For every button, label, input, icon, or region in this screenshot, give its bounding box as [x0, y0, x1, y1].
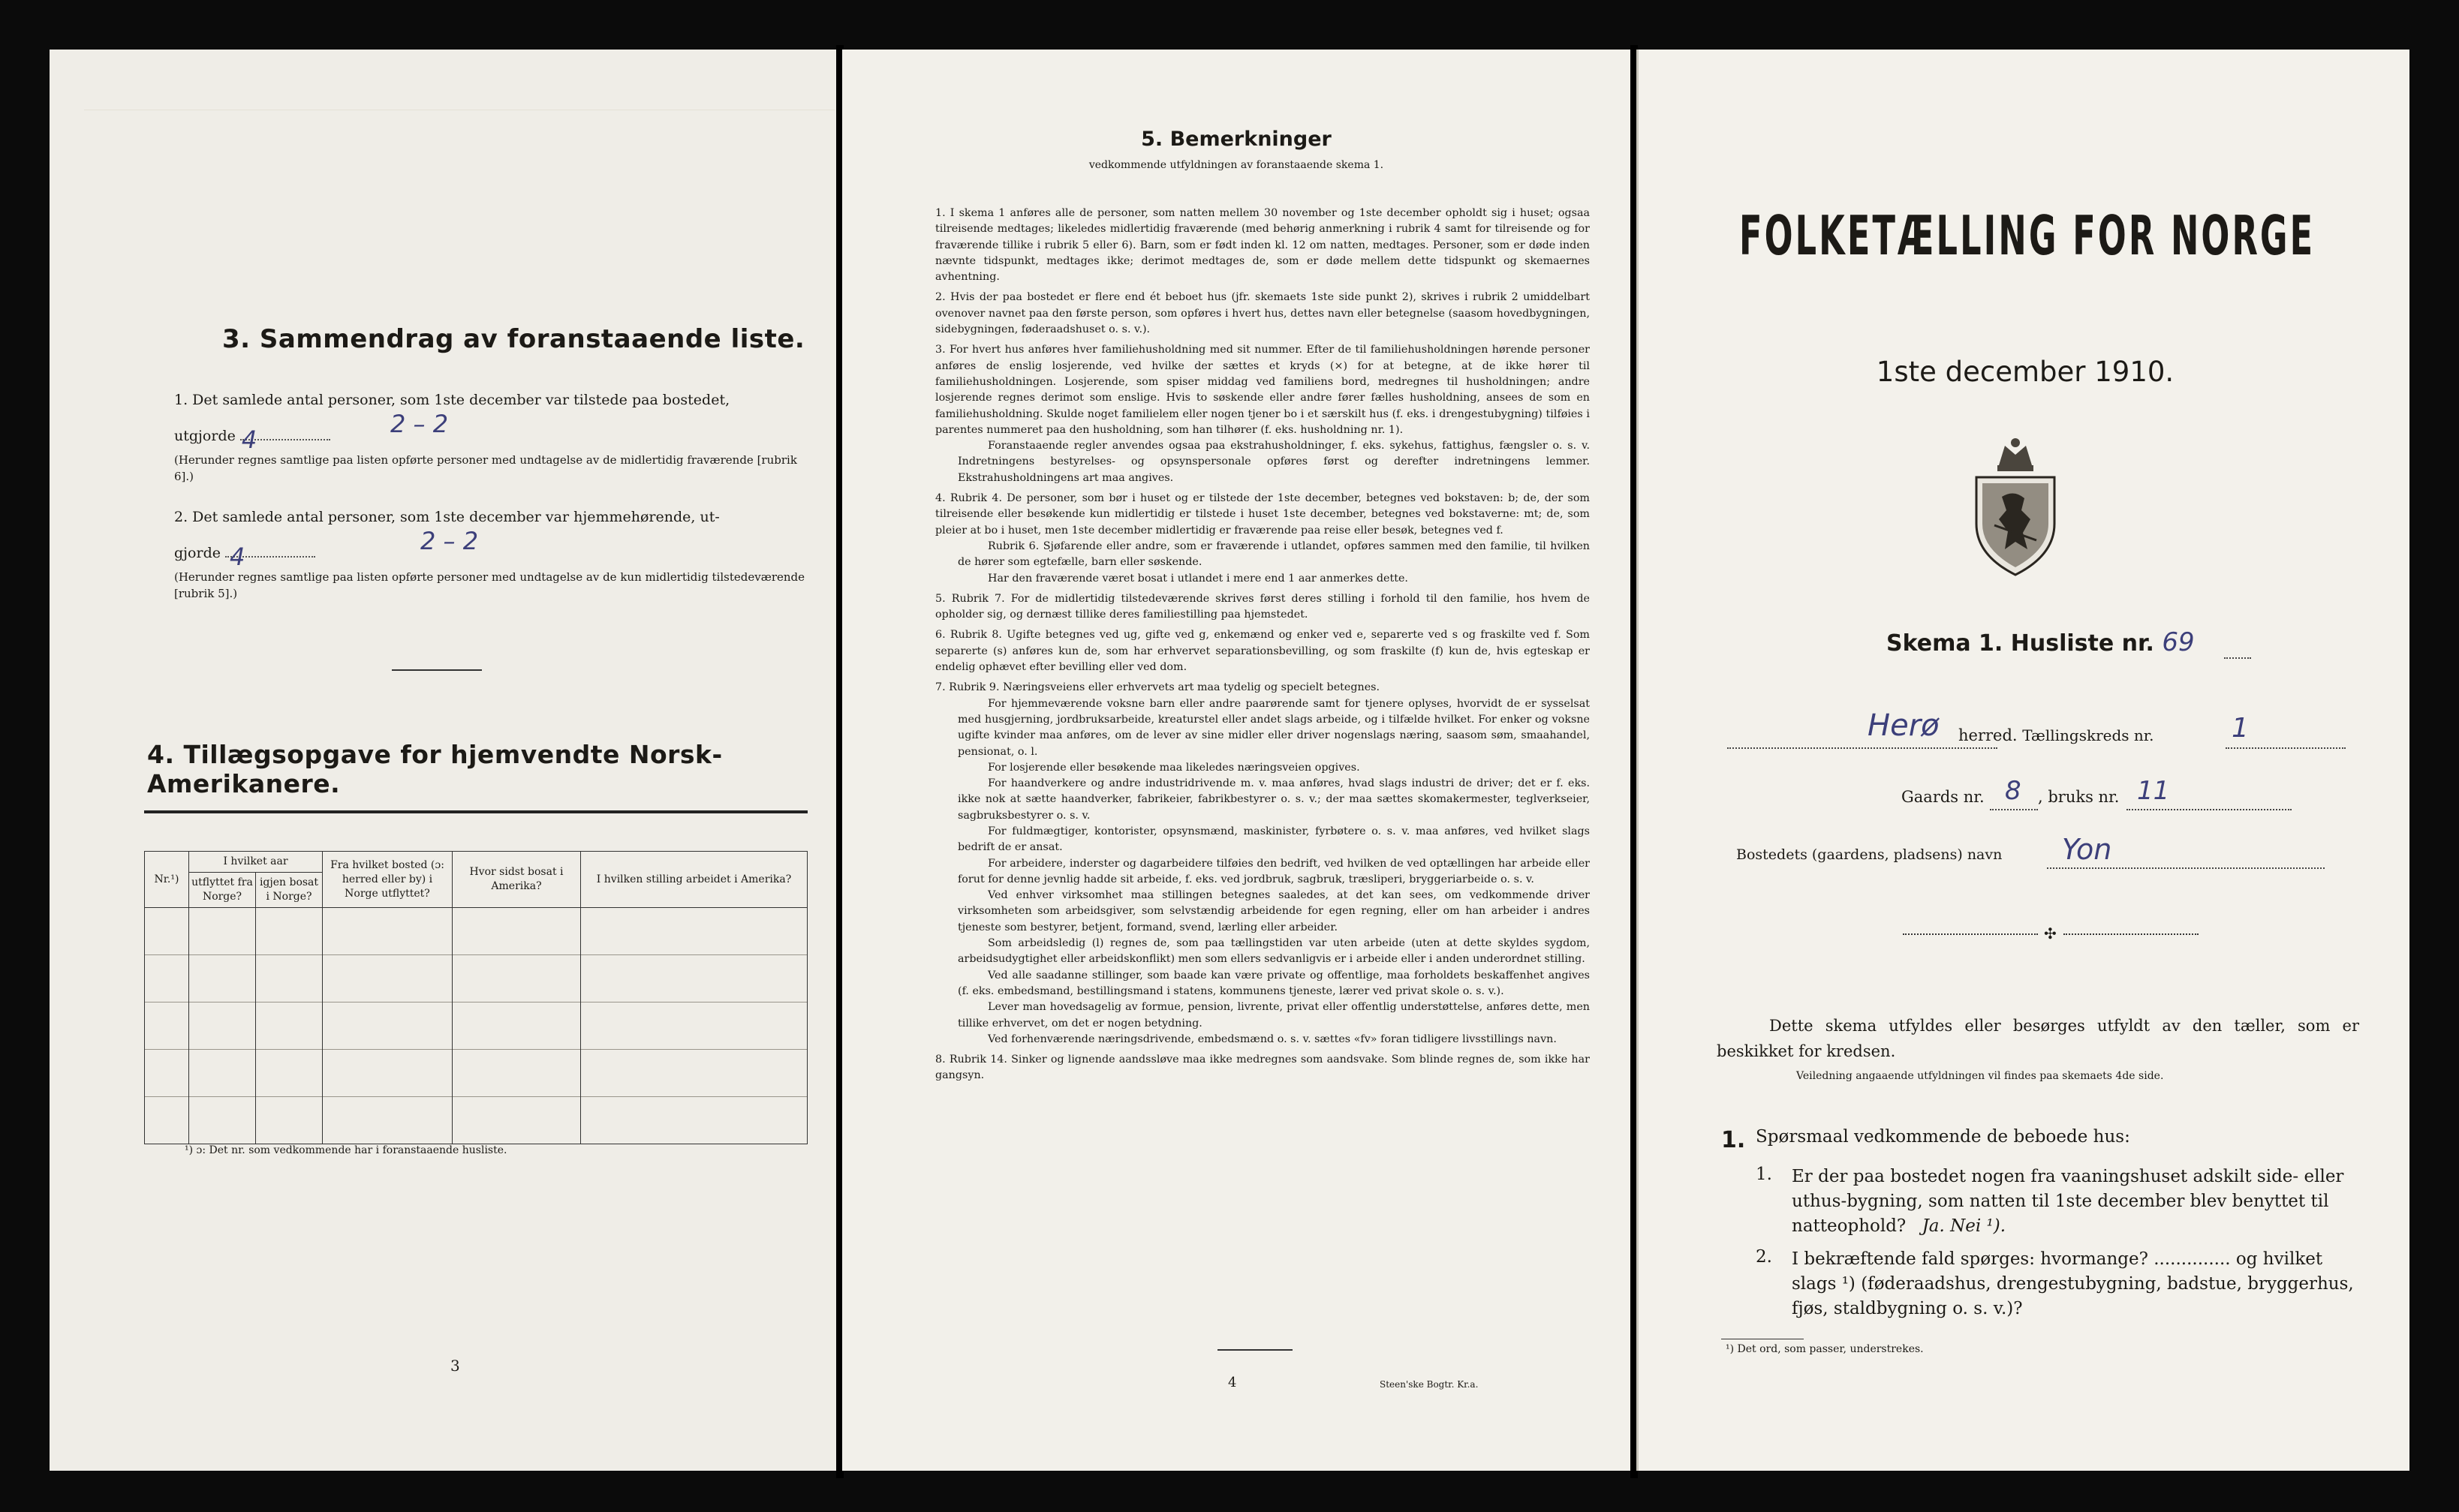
show-through [84, 110, 835, 121]
remark-paragraph: Ved forhenværende næringsdrivende, embedsmænd o. s. v. sættes «fv» foran tidligere livsstillings navn. [988, 1033, 1557, 1045]
remark-paragraph: For hjemmeværende voksne barn eller andre paarørende samt for tjenere oplyses, hvorvidt de er sysselsat med husgjerning, jordbruksarbeide, kreaturstel eller andet slags arbeide, og i tilfælde hvilket. For enker og voksne ugifte kvinder maa anføres, om de lever av sine midler eller driver nogenslags næring, saasom søm, smaahandel, pensionat, o. l. [958, 697, 1590, 758]
table-row [145, 1097, 808, 1144]
item-1-text: 1. Det samlede antal personer, som 1ste december var tilstede paa bostedet, [174, 392, 730, 408]
page-number: 3 [450, 1357, 460, 1375]
bruks-label: , bruks nr. [2038, 788, 2120, 806]
coat-of-arms-icon [1969, 435, 2062, 578]
herred-value: Herø [1868, 708, 1940, 743]
remark-paragraph: For fuldmægtiger, kontorister, opsynsmænd, maskinister, fyrbøtere o. s. v. maa anføres, ved hvilket slags bedrift de er ansat. [958, 825, 1590, 854]
col-sidst: Hvor sidst bosat i Amerika? [453, 852, 581, 908]
herred-label: herred. [1958, 726, 2018, 744]
table-row [145, 955, 808, 1002]
item-1-note: (Herunder regnes samtlige paa listen opførte personer med undtagelse av de midlertidig fraværende [rubrik 6].) [174, 453, 797, 483]
remark-paragraph: 3. For hvert hus anføres hver familiehusholdning med sit nummer. Efter de til familiehusholdningen hørende personer anføres de enslig losjerende, ved hvilke der sættes et kryds (×) for at betegne, at de ikke hører til familiehusholdningen. Losjerende, som spiser middag ved familiens bord, medregnes til husholdningen; andre losjerende regnes derimot som enslige. Hvis to søskende eller andre fører fælles husholdning, ansees de som en familiehusholdning. Skulde noget familielem eller nogen tjener bo i et særskilt hus (f. eks. i drengestubygning) tilføies i parentes nummeret paa den husholdning, som han tilhører (f. eks. husholdning nr. 1). [935, 344, 1590, 436]
gaards-label: Gaards nr. [1901, 788, 1985, 806]
question-section-title: Spørsmaal vedkommende de beboede hus: [1756, 1127, 2130, 1147]
bosted-field[interactable] [2047, 867, 2325, 869]
kreds-field[interactable] [2226, 747, 2346, 749]
page-3 [50, 50, 836, 1471]
page-4 [842, 50, 1630, 1471]
remarks-subtitle: vedkommende utfyldningen av foranstaaende skema 1. [1088, 159, 1384, 171]
remark-paragraph: For arbeidere, inderster og dagarbeidere tilføies den bedrift, ved hvilken de ved optællingen har arbeide eller forut for denne jevnlig hadde sit arbeide, f. eks. ved jordbruk, sagbruk, træsliperi, bryggeriarbeide o. s. v. [958, 857, 1590, 885]
remarks-title: 5. Bemerkninger [1141, 128, 1332, 151]
skema-husliste [1886, 627, 2195, 657]
col-nr: Nr.¹) [145, 852, 189, 908]
remarks-list [935, 201, 1590, 1084]
col-bosted: Fra hvilket bosted (ɔ: herred eller by) i Norge utflyttet? [323, 852, 453, 908]
item-2-note: (Herunder regnes samtlige paa listen opførte personer med undtagelse av de kun midlertidig tilstedeværende [rubrik 5].) [174, 570, 805, 600]
bosted-value: Yon [2062, 833, 2112, 866]
item-2-value: 4 [230, 543, 245, 571]
remark-paragraph: Som arbeidsledig (l) regnes de, som paa tællingstiden var uten arbeide (uten at dette skyldes sygdom, arbeidsudygtighet eller arbeidskonflikt) men som ellers sedvanligvis er i arbeide eller i anden underordnet stilling. [958, 937, 1590, 966]
table-row [145, 1002, 808, 1050]
gaards-nr: 8 [2005, 776, 2021, 806]
skema-label: Skema 1. Husliste nr. [1886, 630, 2154, 657]
remark-paragraph: Foranstaaende regler anvendes ogsaa paa ekstrahusholdninger, f. eks. sykehus, fattighus, fængsler o. s. v. Indretningens bestyrelses- og opsynspersonale opføres først og derefter indretningens lemmer. Ekstrahusholdningens art maa angives. [958, 440, 1590, 484]
remark-paragraph: Lever man hovedsagelig av formue, pension, livrente, privat eller offentlig understøttelse, anføres dette, men tillike erhvervet, om det er nogen betydning. [958, 1001, 1590, 1030]
bosted-label: Bostedets (gaardens, pladsens) navn [1736, 846, 2003, 863]
kreds-nr: 1 [2232, 713, 2249, 744]
divider [392, 669, 482, 671]
table-row [145, 1050, 808, 1097]
remark-paragraph: 4. Rubrik 4. De personer, som bør i huset og er tilstede der 1ste december, betegnes ved bokstaven: b; de, der som tilreisende eller besøkende kun midlertidig er tilstede i huset 1ste december, betegnes ved bokstaverne: mt; de, som pleier at bo i huset, men 1ste december midlertidig er fraværende paa reise eller besøk, betegnes ved f. [935, 492, 1590, 537]
bruks-field[interactable] [2126, 809, 2292, 810]
question-2-number: 2. [1756, 1247, 1772, 1267]
section-3-title: 3. Sammendrag av foranstaaende liste. [222, 324, 805, 354]
section-4-title: 4. Tillægsopgave for hjemvendte Norsk-Amerikanere. [147, 740, 723, 798]
question-2-text: I bekræftende fald spørges: hvormange? .............. og hvilket slags ¹) (føderaadshus, drengestubygning, badstue, bryggerhus, fjøs, staldbygning o. s. v.)? [1792, 1249, 2354, 1318]
intro-text: Dette skema utfyldes eller besørges utfyldt av den tæller, som er beskikket for kredsen. [1717, 1017, 2359, 1060]
husliste-nr[interactable]: 69 [2162, 627, 2195, 657]
utgjorde-label: utgjorde [174, 428, 236, 444]
item-1-value-field[interactable] [240, 425, 330, 454]
item-2-extra: 2 – 2 [420, 527, 479, 555]
herred-field[interactable] [1727, 747, 1997, 749]
census-date: 1ste december 1910. [1876, 356, 2175, 388]
gaards-field[interactable] [1990, 809, 2038, 810]
item-1-value: 4 [241, 425, 257, 454]
bruks-nr: 11 [2137, 776, 2170, 806]
page-1 [1636, 50, 2409, 1471]
remark-paragraph: 7. Rubrik 9. Næringsveiens eller erhvervets art maa tydelig og specielt betegnes. [935, 681, 1380, 694]
herred-line [1958, 726, 2154, 744]
remark-paragraph: For haandverkere og andre industridrivende m. v. maa anføres, hvad slags industri de driver; det er f. eks. ikke nok at sætte haandverker, fabrikeier, fabrikbestyrer o. s. v.; der maa sættes skomakermester, teglverkseier, sagbruksbestyrer o. s. v. [958, 777, 1590, 822]
veiledning-text: Veiledning angaaende utfyldningen vil findes paa skemaets 4de side. [1796, 1070, 2164, 1082]
question-1-answer[interactable]: Ja. Nei ¹). [1922, 1216, 2006, 1236]
remark-paragraph: 1. I skema 1 anføres alle de personer, som natten mellem 30 november og 1ste december opholdt sig i huset; ogsaa tilreisende medtages; likeledes midlertidig fraværende (med behørig anmerkning i rubrik 4 samt for tilreisende og for fraværende tillike i rubrik 5 eller 6). Barn, som er født inden kl. 12 om natten, medtages. Personer, som er døde inden nævnte tidspunkt, medtages ikke; derimot medtages de, som er døde mellem dette tidspunkt og skemaernes avhentning. [935, 207, 1590, 284]
remark-paragraph: Ved enhver virksomhet maa stillingen betegnes saaledes, at det kan sees, om vedkommende driver virksomheten som arbeidsgiver, som selvstændig arbeidende for egen regning, eller om han arbeider i andres tjeneste som bestyrer, betjent, formand, svend, lærling eller arbeider. [958, 889, 1590, 933]
remark-paragraph: 8. Rubrik 14. Sinker og lignende aandssløve maa ikke medregnes som aandsvake. Som blinde regnes de, som ikke har gangsyn. [935, 1054, 1590, 1082]
question-1 [1792, 1165, 2362, 1239]
item-2-utgjorde [174, 540, 315, 571]
item-2-text: 2. Det samlede antal personer, som 1ste december var hjemmehørende, ut- [174, 509, 720, 525]
census-title: FOLKETÆLLING FOR NORGE [1739, 204, 2316, 267]
item-2-value-field[interactable] [225, 543, 315, 571]
remark-paragraph: For losjerende eller besøkende maa likeledes næringsveien opgives. [988, 761, 1360, 774]
question-section-number: 1. [1721, 1127, 1746, 1153]
col-utflyttet: utflyttet fra Norge? [189, 873, 256, 908]
col-stilling: I hvilken stilling arbeidet i Amerika? [581, 852, 808, 908]
table-footnote: ¹) ɔ: Det nr. som vedkommende har i foranstaaende husliste. [185, 1144, 507, 1156]
divider [1217, 1349, 1293, 1351]
kreds-label: Tællingskreds nr. [2022, 726, 2154, 744]
col-hvilket-aar: I hvilket aar [189, 852, 323, 873]
footnote: ¹) Det ord, som passer, understrekes. [1726, 1343, 1924, 1355]
norsk-amerikanere-table [144, 851, 808, 1144]
col-igjen: igjen bosat i Norge? [256, 873, 323, 908]
remark-paragraph: Har den fraværende været bosat i utlandet i mere end 1 aar anmerkes dette. [988, 572, 1408, 585]
item-1-extra: 2 – 2 [390, 410, 449, 438]
question-1-text: Er der paa bostedet nogen fra vaaningshuset adskilt side- eller uthus-bygning, som natten til 1ste december blev benyttet til natteophold? [1792, 1167, 2344, 1236]
remark-paragraph: 2. Hvis der paa bostedet er flere end ét beboet hus (jfr. skemaets 1ste side punkt 2), skrives i rubrik 2 umiddelbart ovenover navnet paa den første person, som opføres i hvert hus, dettes navn eller betegnelse (saasom hovedbygningen, sidebygningen, føderaadshuset o. s. v.). [935, 291, 1590, 336]
page-number: 4 [1228, 1375, 1237, 1390]
remark-paragraph: Rubrik 6. Sjøfarende eller andre, som er fraværende i utlandet, opføres sammen med den familie, til hvilken de hører som egtefælle, barn eller søskende. [958, 540, 1590, 569]
remark-paragraph: 5. Rubrik 7. For de midlertidig tilstedeværende skrives først deres stilling i forhold til den familie, hos hvem de opholder sig, og dernæst tillike deres familiestilling paa hjemstedet. [935, 592, 1590, 621]
printer-mark: Steen'ske Bogtr. Kr.a. [1380, 1379, 1479, 1390]
item-1-utgjorde [174, 423, 330, 454]
remark-paragraph: Ved alle saadanne stillinger, som baade kan være private og offentlige, maa forholdets beskaffenhet angives (f. eks. embedsmand, bestillingsmand i statens, kommunens tjeneste, lærer ved privat skole o. s. v.). [958, 969, 1590, 997]
question-1-number: 1. [1756, 1165, 1772, 1184]
gjorde-label: gjorde [174, 545, 221, 561]
ornament-icon: ✣ [2044, 924, 2057, 942]
table-row [145, 908, 808, 955]
remark-paragraph: 6. Rubrik 8. Ugifte betegnes ved ug, gifte ved g, enkemænd og enker ved e, separerte ved s og fraskilte ved f. Som separerte (s) anføres kun de, som har erhvervet separationsbevilling, og som fraskilte (f) kun de, hvis egteskap er endelig ophævet efter bevilling eller ved dom. [935, 629, 1590, 674]
table-top-rule [144, 810, 808, 813]
